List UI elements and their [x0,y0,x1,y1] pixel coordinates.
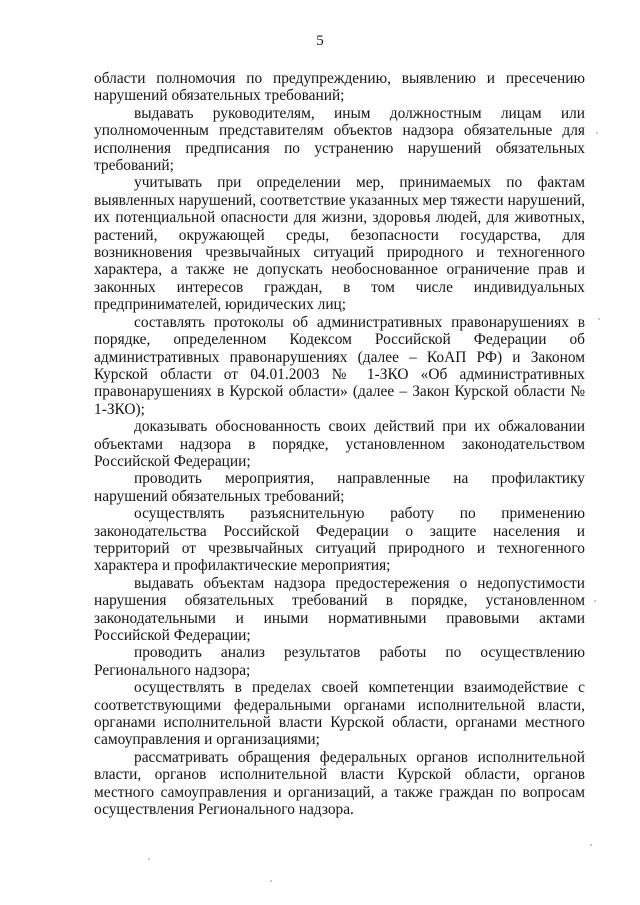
scan-speck [148,858,150,860]
page-number: 5 [316,33,324,49]
paragraph: учитывать при определении мер, принимаемых по фактам выявленных нарушений, соответствие указанных мер тяжести нарушений, их потенциальной опасности для жизни, здоровья людей, для животных, растений, окружающей среды, безопасности государства, для возникновения чрезвычайных ситуаций природного и техногенного характера, а также не допускать необоснованное ограничение прав и законных интересов граждан, в том числе индивидуальных предпринимателей, юридических лиц; [94,174,585,314]
paragraph: выдавать руководителям, иным должностным лицам или уполномоченным представителям объектов надзора обязательные для исполнения предписания по устранению нарушений обязательных требований; [94,104,585,175]
paragraph: доказывать обоснованность своих действий при их обжаловании объектами надзора в порядке, установленном законодательством Российской Федерации; [94,418,585,470]
paragraph: проводить анализ результатов работы по осуществлению Регионального надзора; [94,644,585,679]
document-body [94,70,585,818]
paragraph: осуществлять в пределах своей компетенции взаимодействие с соответствующими федеральными органами исполнительной власти, органами исполнительной власти Курской области, органами местного самоуправления и организациями; [94,679,585,749]
paragraph: проводить мероприятия, направленные на профилактику нарушений обязательных требований; [94,470,585,505]
paragraph: рассматривать обращения федеральных органов исполнительной власти, органов исполнительной власти Курской области, органов местного самоуправления и организаций, а также граждан по вопросам осуществления Регионального надзора. [94,748,585,819]
paragraph: осуществлять разъяснительную работу по применению законодательства Российской Федерации о защите населения и территорий от чрезвычайных ситуаций природного и техногенного характера и профилактические мероприятия; [94,505,585,575]
scan-speck [270,880,272,882]
paragraph: составлять протоколы об административных правонарушениях в порядке, определенном Кодексом Российской Федерации об административных правонарушениях (далее – КоАП РФ) и Законом Курской области от 04.01.2003 № 1-ЗКО «Об административных правонарушениях в Курской области» (далее – Закон Курской области № 1-ЗКО); [94,313,585,418]
scan-speck [598,318,600,320]
scan-speck [590,844,592,846]
scan-speck [594,600,596,602]
paragraph: области полномочия по предупреждению, выявлению и пресечению нарушений обязательных требований; [94,70,585,105]
scan-speck [596,132,598,134]
paragraph: выдавать объектам надзора предостережения о недопустимости нарушения обязательных требований в порядке, установленном законодательными и иными нормативными правовыми актами Российской Федерации; [94,574,585,644]
